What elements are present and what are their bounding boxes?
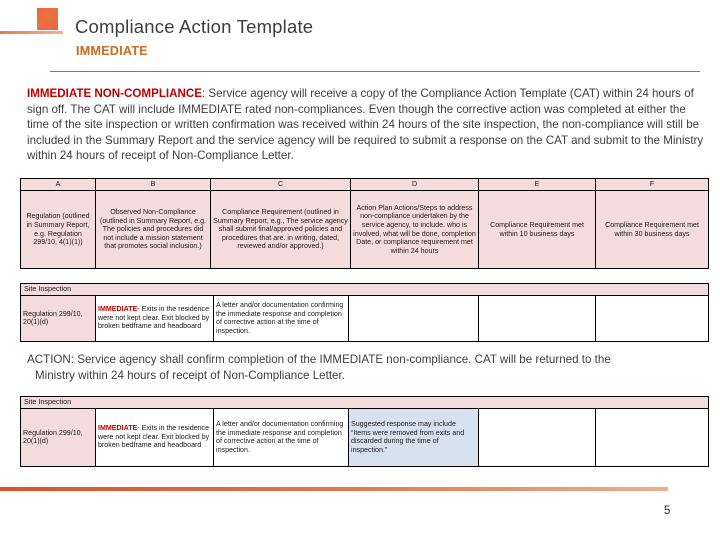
- column-header-a: A: [21, 179, 96, 191]
- table-row: [21, 295, 709, 341]
- cell-met-30-days[interactable]: [596, 408, 709, 466]
- cell-observed-non-compliance: [96, 295, 214, 341]
- page-number: 5: [664, 505, 671, 517]
- column-header-d: D: [351, 179, 479, 191]
- table-site-inspection-2: [20, 396, 709, 467]
- slide-header: [0, 0, 720, 76]
- cell-action-plan: Action Plan Actions/Steps to address non-compliance undertaken by the service agency, to include. who is involved, what will be done, completion Date, or compliance requirement met within 24 hours: [351, 191, 479, 269]
- table-compliance-plan: [20, 178, 709, 269]
- intro-paragraph: [27, 86, 707, 164]
- section-title-site-inspection: Site Inspection: [21, 284, 709, 296]
- cell-met-10-days[interactable]: [479, 408, 596, 466]
- action-line-1: ACTION: Service agency shall confirm completion of the IMMEDIATE non-compliance. CAT will be returned to the: [27, 353, 611, 366]
- cell-observed-non-compliance: Observed Non-Compliance (outlined in Summary Report, e.g. The policies and procedures did not include a mission statement that promotes social inclusion.): [96, 191, 211, 269]
- column-header-f: F: [596, 179, 709, 191]
- cell-met-30-days: Compliance Requirement met within 30 business days: [596, 191, 709, 269]
- observed-label: IMMEDIATE: [98, 424, 138, 433]
- header-divider: [50, 71, 700, 72]
- column-header-c: C: [211, 179, 351, 191]
- header-accent-square: [37, 8, 58, 30]
- action-line-2: Ministry within 24 hours of receipt of Non-Compliance Letter.: [35, 369, 345, 382]
- cell-action-plan[interactable]: Suggested response may include “Items were removed from exits and discarded during the time of inspection.”: [349, 408, 479, 466]
- table-row: [21, 408, 709, 466]
- table-row: [21, 191, 709, 269]
- cell-compliance-requirement: Compliance Requirement (outlined in Summary Report, e.g., The service agency shall submit final/approved policies and procedures that are. in writing, dated, reviewed and/or approved.): [211, 191, 351, 269]
- action-paragraph: [27, 352, 707, 384]
- table-header-row: [21, 179, 709, 191]
- intro-body: : Service agency will receive a copy of the Compliance Action Template (CAT) within 24 hours of sign off. The CAT will include IMMEDIATE rated non-compliances. Even though the corrective action was completed at either the time of the site inspection or written confirmation was received within 24 hours of the site inspection, the non-compliance will still be included in the Summary Report and the service agency will be required to submit a response on the CAT and submit to the Ministry within 24 hours of receipt of Non-Compliance Letter.: [27, 87, 704, 163]
- column-header-b: B: [96, 179, 211, 191]
- intro-label: IMMEDIATE NON-COMPLIANCE: [27, 87, 202, 100]
- cell-observed-non-compliance: [96, 408, 214, 466]
- cell-compliance-requirement: A letter and/or documentation confirming the immediate response and completion of corrective action at the time of inspection.: [214, 295, 349, 341]
- cell-regulation: Regulation 299/10, 20(1)(d): [21, 295, 96, 341]
- cell-compliance-requirement: A letter and/or documentation confirming the immediate response and completion of corrective action at the time of inspection.: [214, 408, 349, 466]
- page-subtitle: IMMEDIATE: [76, 44, 148, 58]
- header-accent-bar: [0, 31, 63, 34]
- page-title: Compliance Action Template: [75, 16, 314, 37]
- section-header-row: [21, 284, 709, 296]
- observed-text: - Exits in the residence were not kept clear. Exit blocked by broken bedframe and headboard: [98, 424, 210, 450]
- cell-met-30-days[interactable]: [596, 295, 709, 341]
- cell-regulation: Regulation 299/10, 20(1)(d): [21, 408, 96, 466]
- cell-action-plan[interactable]: [349, 295, 479, 341]
- section-title-site-inspection: Site Inspection: [21, 397, 709, 409]
- column-header-e: E: [479, 179, 596, 191]
- table-site-inspection-1: [20, 283, 709, 342]
- observed-label: IMMEDIATE: [98, 305, 138, 314]
- footer-accent-bar: [0, 487, 668, 491]
- cell-met-10-days[interactable]: [479, 295, 596, 341]
- section-header-row: [21, 397, 709, 409]
- cell-regulation: Regulation (outlined in Summary Report, e.g. Regulation 299/10, 4(1)(1)): [21, 191, 96, 269]
- observed-text: - Exits in the residence were not kept clear. Exit blocked by broken bedframe and headboard: [98, 305, 210, 331]
- cell-met-10-days: Compliance Requirement met within 10 business days: [479, 191, 596, 269]
